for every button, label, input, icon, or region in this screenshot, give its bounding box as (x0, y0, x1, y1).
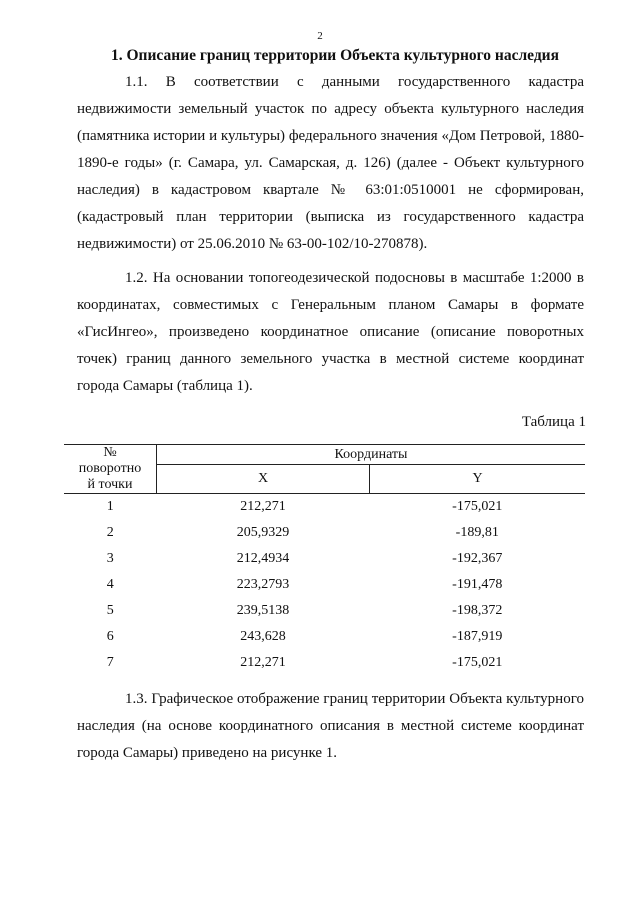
page-number: 2 (317, 30, 323, 42)
cell-y: -192,367 (452, 551, 503, 566)
header-coordinates: Координаты (157, 445, 586, 465)
header-x: X (157, 465, 370, 494)
cell-y: -187,919 (452, 629, 503, 644)
header-y: Y (370, 465, 586, 494)
header-point-number (64, 445, 157, 494)
table-row (64, 650, 585, 676)
paragraph-1-1: 1.1. В соответствии с данными государственного кадастра недвижимости земельный участок по адресу объекта культурного наследия (памятника истории и культуры) федерального значения «Дом Петровой, 1880-1890-е годы» (г. Самара, ул. Самарская, д. 126) (далее - Объект культурного наследия) в кадастровом квартале № 63:01:0510001 не сформирован, (кадастровый план территории (выписка из государственного кадастра недвижимости) от 25.06.2010 № 63-00-102/10-270878). (77, 74, 584, 252)
cell-y: -198,372 (452, 603, 503, 618)
table-row (64, 624, 585, 650)
cell-y: -189,81 (455, 525, 499, 540)
paragraph-1-2: 1.2. На основании топогеодезической подосновы в масштабе 1:2000 в координатах, совместимых с Генеральным планом Самары в формате «ГисИнгео», произведено координатное описание (описание поворотных точек) границ данного земельного участка в местной системе координат города Самары (таблица 1). (77, 270, 584, 394)
cell-point-number: 6 (106, 629, 114, 644)
table-row (64, 598, 585, 624)
header-number-line2: поворотно (78, 461, 142, 476)
cell-x: 243,628 (240, 629, 286, 644)
section-heading: 1. Описание границ территории Объекта культурного наследия (110, 47, 559, 64)
cell-y: -191,478 (452, 577, 503, 592)
paragraph-1-3: 1.3. Графическое отображение границ территории Объекта культурного наследия (на основе координатного описания в местной системе координат города Самары) приведено на рисунке 1. (77, 691, 584, 761)
cell-x: 239,5138 (236, 603, 290, 618)
table-row (64, 494, 585, 521)
cell-point-number: 3 (106, 551, 114, 566)
cell-x: 212,271 (240, 655, 286, 670)
table-row (64, 520, 585, 546)
cell-point-number: 2 (106, 525, 114, 540)
table-row (64, 572, 585, 598)
cell-x: 212,271 (240, 499, 286, 514)
coordinates-table (64, 444, 585, 676)
header-number-line3: й точки (87, 477, 133, 492)
cell-x: 223,2793 (236, 577, 290, 592)
header-number-line1: № (103, 445, 117, 460)
cell-point-number: 5 (106, 603, 114, 618)
table-header-row (64, 445, 585, 465)
table-caption: Таблица 1 (521, 414, 586, 430)
cell-y: -175,021 (452, 655, 503, 670)
cell-x: 205,9329 (236, 525, 290, 540)
cell-y: -175,021 (452, 499, 503, 514)
cell-point-number: 7 (106, 655, 114, 670)
cell-point-number: 1 (106, 499, 114, 514)
cell-point-number: 4 (106, 577, 114, 592)
cell-x: 212,4934 (236, 551, 290, 566)
table-row (64, 546, 585, 572)
